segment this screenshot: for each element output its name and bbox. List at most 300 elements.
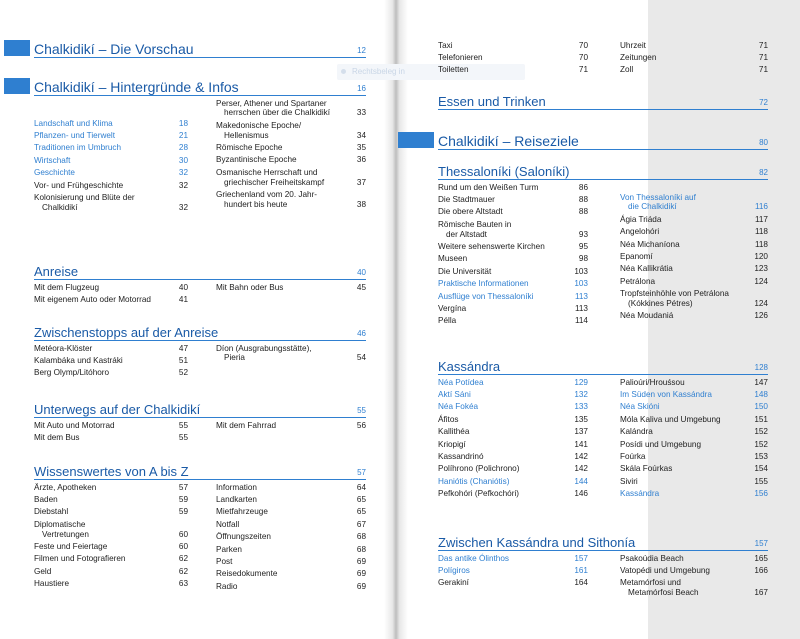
toc-entry-label (216, 582, 342, 592)
toc-entry-page: 103 (574, 266, 588, 276)
toc-entry[interactable] (216, 495, 366, 505)
toc-entry[interactable] (438, 207, 588, 217)
toc-entry-label-line: Polígiros (438, 565, 470, 575)
toc-entry-page: 68 (356, 544, 366, 554)
toc-entry-label-continuation: (Kókkines Pétres) (628, 298, 693, 308)
toc-entry[interactable] (620, 65, 768, 75)
toc-entry-page: 71 (758, 52, 768, 62)
toc-entry-label (620, 311, 744, 321)
toc-entry-label-line: Die Stadtmauer (438, 194, 495, 204)
toc-entry-label-line: Griechenland vom 20. Jahr- (216, 189, 318, 199)
toc-entry[interactable] (438, 477, 588, 487)
toc-entry[interactable] (438, 267, 588, 277)
toc-entry-page: 148 (754, 389, 768, 399)
toc-entry-label (438, 242, 564, 252)
toc-entry[interactable] (620, 464, 768, 474)
toc-entry-label-line: Landschaft und Klima (34, 118, 113, 128)
toc-entry-label (216, 545, 342, 555)
toc-entry-label (620, 554, 744, 564)
toc-entry-page: 86 (578, 182, 588, 192)
section-kassandra (438, 355, 768, 499)
toc-entry[interactable] (620, 566, 768, 576)
toc-entry-label-line: Mit Bahn oder Bus (216, 282, 284, 292)
toc-entry-label-line: Kassándra (620, 489, 660, 499)
toc-entry[interactable] (620, 311, 768, 321)
section-header[interactable] (438, 531, 768, 551)
toc-entry-label (216, 495, 342, 505)
toc-column (34, 116, 188, 213)
toc-entry[interactable] (620, 227, 768, 237)
toc-entry[interactable] (438, 402, 588, 412)
toc-entry[interactable] (620, 415, 768, 425)
toc-entry[interactable] (620, 277, 768, 287)
toc-entry-label-line: Diplomatische (34, 519, 86, 529)
toc-entry-label (34, 156, 164, 166)
toc-column (216, 418, 366, 443)
toc-entry[interactable] (216, 190, 366, 210)
section-title: Essen und Trinken (438, 94, 546, 109)
toc-entry[interactable] (620, 440, 768, 450)
toc-entry-page: 129 (574, 377, 588, 387)
toc-entry-page: 166 (754, 565, 768, 575)
toc-entry[interactable] (438, 41, 588, 51)
toc-entry[interactable] (438, 390, 588, 400)
section-title: Wissenswertes von A bis Z (34, 464, 189, 479)
toc-entry-label (620, 41, 744, 51)
toc-column (620, 375, 768, 499)
toc-entry-page: 21 (178, 130, 188, 140)
toc-entry-label (620, 53, 744, 63)
toc-entry-page: 41 (178, 294, 188, 304)
toc-entry[interactable] (620, 489, 768, 499)
toc-entry-page: 113 (574, 303, 588, 313)
toc-entry-label (620, 252, 744, 262)
toc-entry[interactable] (620, 378, 768, 388)
toc-entry[interactable] (620, 264, 768, 274)
toc-entry-label (620, 215, 744, 225)
toc-entry-label-line: Pflanzen- und Tierwelt (34, 130, 116, 140)
section-page: 128 (754, 363, 768, 372)
toc-entry[interactable] (34, 567, 188, 577)
toc-entry-page: 52 (178, 368, 188, 378)
toc-entry-label (34, 168, 164, 178)
toc-entry[interactable] (34, 507, 188, 517)
section-page: 55 (357, 406, 366, 415)
toc-entry-page: 62 (178, 554, 188, 564)
toc-entry-label-line: Das antike Ólinthos (438, 553, 509, 563)
toc-entry[interactable] (34, 168, 188, 178)
toc-entry[interactable] (34, 483, 188, 493)
toc-entry[interactable] (620, 41, 768, 51)
toc-entry[interactable] (34, 295, 188, 305)
toc-entry[interactable] (216, 545, 366, 555)
toc-entry-page: 113 (574, 291, 588, 301)
toc-entry-label-line: Berg Olymp/Litóhoro (34, 368, 110, 378)
toc-entry[interactable] (216, 99, 366, 119)
toc-entry-page: 93 (578, 229, 588, 239)
toc-entry-page: 151 (754, 414, 768, 424)
toc-entry[interactable] (216, 168, 366, 188)
toc-entry-page: 65 (356, 507, 366, 517)
toc-entry-label-line: Makedonische Epoche/ (216, 120, 302, 130)
toc-entry[interactable] (34, 131, 188, 141)
toc-entry-label (216, 421, 342, 431)
toc-entry-label-line: Wirtschaft (34, 155, 71, 165)
toc-entry[interactable] (216, 283, 366, 293)
toc-entry-label (34, 181, 164, 191)
toc-entry[interactable] (34, 283, 188, 293)
toc-entry[interactable] (438, 304, 588, 314)
toc-entry-label-line: Néa Potídea (438, 377, 484, 387)
section-title: Zwischen Kassándra und Sithonía (438, 535, 636, 550)
toc-entry-label-line: Ärzte, Apotheken (34, 482, 97, 492)
toc-entry[interactable] (438, 65, 588, 75)
toc-entry-label-line: Baden (34, 494, 58, 504)
section-reiseziele (438, 130, 768, 150)
toc-entry[interactable] (438, 566, 588, 576)
toc-column (438, 551, 588, 598)
toc-entry-label-line: Reisedokumente (216, 569, 278, 579)
toc-entry[interactable] (34, 356, 188, 366)
toc-entry[interactable] (216, 483, 366, 493)
toc-entry-page: 62 (178, 566, 188, 576)
toc-entry-label (438, 390, 564, 400)
toc-entry[interactable] (620, 578, 768, 598)
toc-entry-label (34, 344, 164, 354)
toc-entry-label (34, 356, 164, 366)
toc-entry-label-line: Gerakiní (438, 578, 469, 588)
toc-entry[interactable] (216, 344, 366, 364)
toc-entry-label (216, 168, 342, 188)
toc-entry[interactable] (620, 289, 768, 309)
toc-entry-label (438, 279, 564, 289)
toc-entry-label-line: Haustiere (34, 579, 70, 589)
toc-entry-page: 55 (178, 420, 188, 430)
toc-entry-label-line: Mit dem Bus (34, 432, 80, 442)
toc-entry-label-line: Vergína (438, 303, 467, 313)
toc-entry-label (438, 41, 564, 51)
toc-entry[interactable] (34, 143, 188, 153)
toc-entry-label-line: Die Universität (438, 266, 492, 276)
toc-entry-label (438, 402, 564, 412)
toc-entry-label-line: Parken (216, 544, 242, 554)
toc-entry[interactable] (438, 440, 588, 450)
toc-entry-page: 164 (574, 578, 588, 588)
toc-entry-label-continuation: herrschen über die Chalkidikí (224, 108, 331, 118)
toc-entry-page: 152 (754, 439, 768, 449)
toc-entry-page: 69 (356, 556, 366, 566)
toc-entry-label (216, 155, 342, 165)
toc-entry-label (438, 220, 564, 240)
toc-entry[interactable] (438, 452, 588, 462)
toc-entry-label-line: Zoll (620, 65, 634, 75)
toc-entry-label-line: Aktí Sáni (438, 389, 471, 399)
section-title: Anreise (34, 264, 79, 279)
toc-entry-page: 32 (178, 168, 188, 178)
toc-entry[interactable] (216, 421, 366, 431)
toc-entry[interactable] (620, 240, 768, 250)
section-page: 46 (357, 329, 366, 338)
toc-entry[interactable] (620, 53, 768, 63)
toc-entry-label (34, 507, 164, 517)
toc-entry-page: 147 (754, 377, 768, 387)
toc-entry-page: 68 (356, 532, 366, 542)
toc-entry-label (438, 316, 564, 326)
toc-entry[interactable] (620, 477, 768, 487)
section-title: Chalkidikí – Hintergründe & Infos (34, 79, 239, 95)
toc-column (216, 341, 366, 378)
toc-entry[interactable] (34, 344, 188, 354)
toc-entry-page: 114 (574, 316, 588, 326)
toc-entry-label (34, 520, 164, 540)
toc-entry[interactable] (438, 554, 588, 564)
toc-entry-label-line: Néa Michaníona (620, 239, 680, 249)
toc-entry-page: 88 (578, 207, 588, 217)
toc-entry[interactable] (620, 193, 768, 213)
toc-entry[interactable] (620, 452, 768, 462)
toc-entry-label (438, 195, 564, 205)
section-header[interactable] (34, 460, 366, 480)
section-page: 57 (357, 468, 366, 477)
toc-entry-label-line: Kalándra (620, 427, 653, 437)
section-continued (438, 38, 768, 75)
toc-entry[interactable] (216, 507, 366, 517)
toc-entry-page: 165 (754, 553, 768, 563)
toc-entry-label-line: Móla Kaliva und Umgebung (620, 414, 721, 424)
toc-entry-label (438, 566, 564, 576)
toc-entry-label-line: Áfitos (438, 414, 459, 424)
section-header[interactable] (34, 260, 366, 280)
toc-entry-label (438, 292, 564, 302)
section-title: Thessaloníki (Saloníki) (438, 164, 570, 179)
toc-entry-label-continuation: Hellenismus (224, 130, 269, 140)
toc-entry-label-line: Notfall (216, 519, 240, 529)
section-title: Unterwegs auf der Chalkidikí (34, 402, 201, 417)
toc-entry-page: 36 (356, 155, 366, 165)
section-header[interactable] (34, 38, 366, 58)
toc-entry-label-continuation: hundert bis heute (224, 199, 288, 209)
toc-entry-page: 95 (578, 241, 588, 251)
toc-entry-label-line: Filmen und Fotografieren (34, 554, 126, 564)
section-header[interactable] (34, 76, 366, 96)
toc-entry[interactable] (620, 215, 768, 225)
toc-entry-label (620, 402, 744, 412)
toc-entry[interactable] (438, 279, 588, 289)
toc-entry-label-line: Kolonisierung und Blüte der (34, 192, 135, 202)
toc-entry-page: 116 (754, 202, 768, 212)
toc-entry-page: 124 (754, 276, 768, 286)
toc-entry-label-line: Byzantinische Epoche (216, 155, 297, 165)
toc-entry-label-line: Zeitungen (620, 52, 657, 62)
toc-entry[interactable] (438, 242, 588, 252)
toc-entry[interactable] (620, 554, 768, 564)
toc-entry-label-line: Feste und Feiertage (34, 541, 108, 551)
section-header[interactable] (438, 355, 768, 375)
toc-entry[interactable] (34, 433, 188, 443)
toc-entry[interactable] (34, 181, 188, 191)
section-header[interactable] (438, 130, 768, 150)
toc-entry-page: 47 (178, 343, 188, 353)
toc-entry-label (34, 495, 164, 505)
toc-entry[interactable] (438, 183, 588, 193)
toc-entry[interactable] (620, 390, 768, 400)
toc-entry[interactable] (34, 495, 188, 505)
toc-entry-page: 118 (754, 239, 768, 249)
toc-entry[interactable] (620, 252, 768, 262)
toc-entry-label-line: Information (216, 482, 257, 492)
toc-column (34, 480, 188, 592)
toc-entry-page: 37 (356, 177, 366, 187)
toc-column (620, 551, 768, 598)
toc-entry-page: 67 (356, 519, 366, 529)
toc-entry-label (438, 452, 564, 462)
toc-entry-page: 70 (578, 52, 588, 62)
toc-entry-page: 132 (574, 389, 588, 399)
toc-entry-label-line: Osmanische Herrschaft und (216, 167, 318, 177)
toc-entry[interactable] (438, 378, 588, 388)
toc-entry-label-line: Museen (438, 254, 468, 264)
toc-entry-label-line: Die obere Altstadt (438, 207, 503, 217)
toc-entry[interactable] (34, 554, 188, 564)
toc-entry-label-line: Im Süden von Kassándra (620, 389, 712, 399)
toc-entry[interactable] (216, 582, 366, 592)
section-marker (398, 132, 434, 148)
toc-entry-label-line: Rund um den Weißen Turm (438, 182, 539, 192)
toc-entry[interactable] (216, 569, 366, 579)
toc-entry[interactable] (216, 532, 366, 542)
toc-entry-page: 60 (178, 541, 188, 551)
toc-entry-page: 123 (754, 264, 768, 274)
toc-entry-label (620, 477, 744, 487)
toc-entry-label (438, 53, 564, 63)
toc-entry[interactable] (438, 489, 588, 499)
toc-entry-page: 117 (754, 214, 768, 224)
toc-entry[interactable] (620, 402, 768, 412)
toc-entry-page: 65 (356, 494, 366, 504)
toc-entry-label (34, 433, 164, 443)
toc-entry[interactable] (34, 119, 188, 129)
section-page: 16 (357, 84, 366, 93)
toc-entry[interactable] (438, 578, 588, 588)
toc-entry[interactable] (34, 542, 188, 552)
section-page: 82 (759, 168, 768, 177)
toc-entry-label (620, 390, 744, 400)
section-vorschau (34, 38, 366, 58)
toc-entry-label-line: Mit dem Fahrrad (216, 420, 277, 430)
toc-entry-page: 30 (178, 155, 188, 165)
toc-entry-label-line: Políhrono (Polichrono) (438, 464, 520, 474)
toc-entry[interactable] (216, 155, 366, 165)
toc-entry[interactable] (34, 156, 188, 166)
section-essen (438, 90, 768, 110)
toc-entry-label-line: Tropfsteinhöhle von Petrálona (620, 289, 729, 299)
toc-column (34, 280, 188, 305)
toc-entry-label (438, 267, 564, 277)
section-header[interactable] (34, 321, 366, 341)
toc-entry-label (34, 421, 164, 431)
toc-entry-label-line: Palioúri/Hrouśsou (620, 377, 685, 387)
toc-entry-page: 70 (578, 40, 588, 50)
section-header[interactable] (438, 160, 768, 180)
toc-entry[interactable] (34, 193, 188, 213)
toc-entry-label-continuation: Pieria (224, 353, 245, 363)
toc-entry[interactable] (438, 464, 588, 474)
toc-entry-page: 64 (356, 482, 366, 492)
toc-entry[interactable] (620, 427, 768, 437)
toc-entry-label (620, 427, 744, 437)
dot-icon (341, 69, 346, 74)
section-header[interactable] (438, 90, 768, 110)
toc-entry-page: 124 (754, 298, 768, 308)
toc-entry-page: 45 (356, 282, 366, 292)
toc-column (216, 480, 366, 592)
toc-entry[interactable] (438, 316, 588, 326)
toc-entry-label-line: Kalambáka und Kastráki (34, 355, 123, 365)
toc-entry-page: 133 (574, 402, 588, 412)
toc-entry-label-line: Néa Skióni (620, 402, 660, 412)
toc-entry[interactable] (216, 121, 366, 141)
section-thessaloniki (438, 160, 768, 326)
toc-entry[interactable] (438, 415, 588, 425)
toc-entry[interactable] (438, 195, 588, 205)
toc-entry-page: 153 (754, 451, 768, 461)
toc-entry-page: 154 (754, 464, 768, 474)
toc-entry[interactable] (34, 579, 188, 589)
toc-entry[interactable] (438, 292, 588, 302)
toc-entry-label-continuation: Vertretungen (42, 529, 89, 539)
toc-entry-page: 60 (178, 529, 188, 539)
toc-entry[interactable] (216, 143, 366, 153)
toc-entry[interactable] (216, 520, 366, 530)
toc-entry[interactable] (438, 53, 588, 63)
section-header[interactable] (34, 398, 366, 418)
toc-entry[interactable] (438, 427, 588, 437)
toc-entry-label-line: Von Thessaloníki auf (620, 192, 696, 202)
toc-entry-label-line: Geschichte (34, 168, 75, 178)
toc-entry-label-line: Öffnungszeiten (216, 532, 271, 542)
toc-entry-label-line: Mit Auto und Motorrad (34, 420, 115, 430)
toc-entry-label (438, 477, 564, 487)
toc-entry-label-line: Angelohóri (620, 227, 660, 237)
toc-entry-label (620, 193, 744, 213)
toc-entry-label-line: Weitere sehenswerte Kirchen (438, 241, 545, 251)
toc-entry[interactable] (216, 557, 366, 567)
book-gutter (384, 0, 408, 639)
section-zwischenstopps (34, 321, 366, 378)
toc-entry[interactable] (34, 368, 188, 378)
toc-entry-label-line: Landkarten (216, 494, 257, 504)
toc-entry-label (438, 378, 564, 388)
toc-entry-label-line: Ágia Triáda (620, 214, 662, 224)
toc-entry-label (216, 143, 342, 153)
toc-entry[interactable] (34, 520, 188, 540)
toc-entry-label (438, 489, 564, 499)
toc-entry[interactable] (438, 220, 588, 240)
toc-entry-page: 33 (356, 108, 366, 118)
toc-entry[interactable] (438, 254, 588, 264)
toc-entry-label-line: Kassandrinó (438, 451, 484, 461)
toc-entry-label (438, 254, 564, 264)
toc-entry[interactable] (34, 421, 188, 431)
toc-entry-label (34, 295, 164, 305)
toc-entry-label-line: Néa Moudaniá (620, 311, 674, 321)
toc-entry-label-line: Haniótis (Chaniótis) (438, 476, 510, 486)
toc-entry-page: 157 (574, 553, 588, 563)
toc-entry-page: 141 (574, 439, 588, 449)
toc-entry-label (216, 507, 342, 517)
toc-entry-label (216, 532, 342, 542)
toc-entry-label-line: Pélla (438, 316, 457, 326)
